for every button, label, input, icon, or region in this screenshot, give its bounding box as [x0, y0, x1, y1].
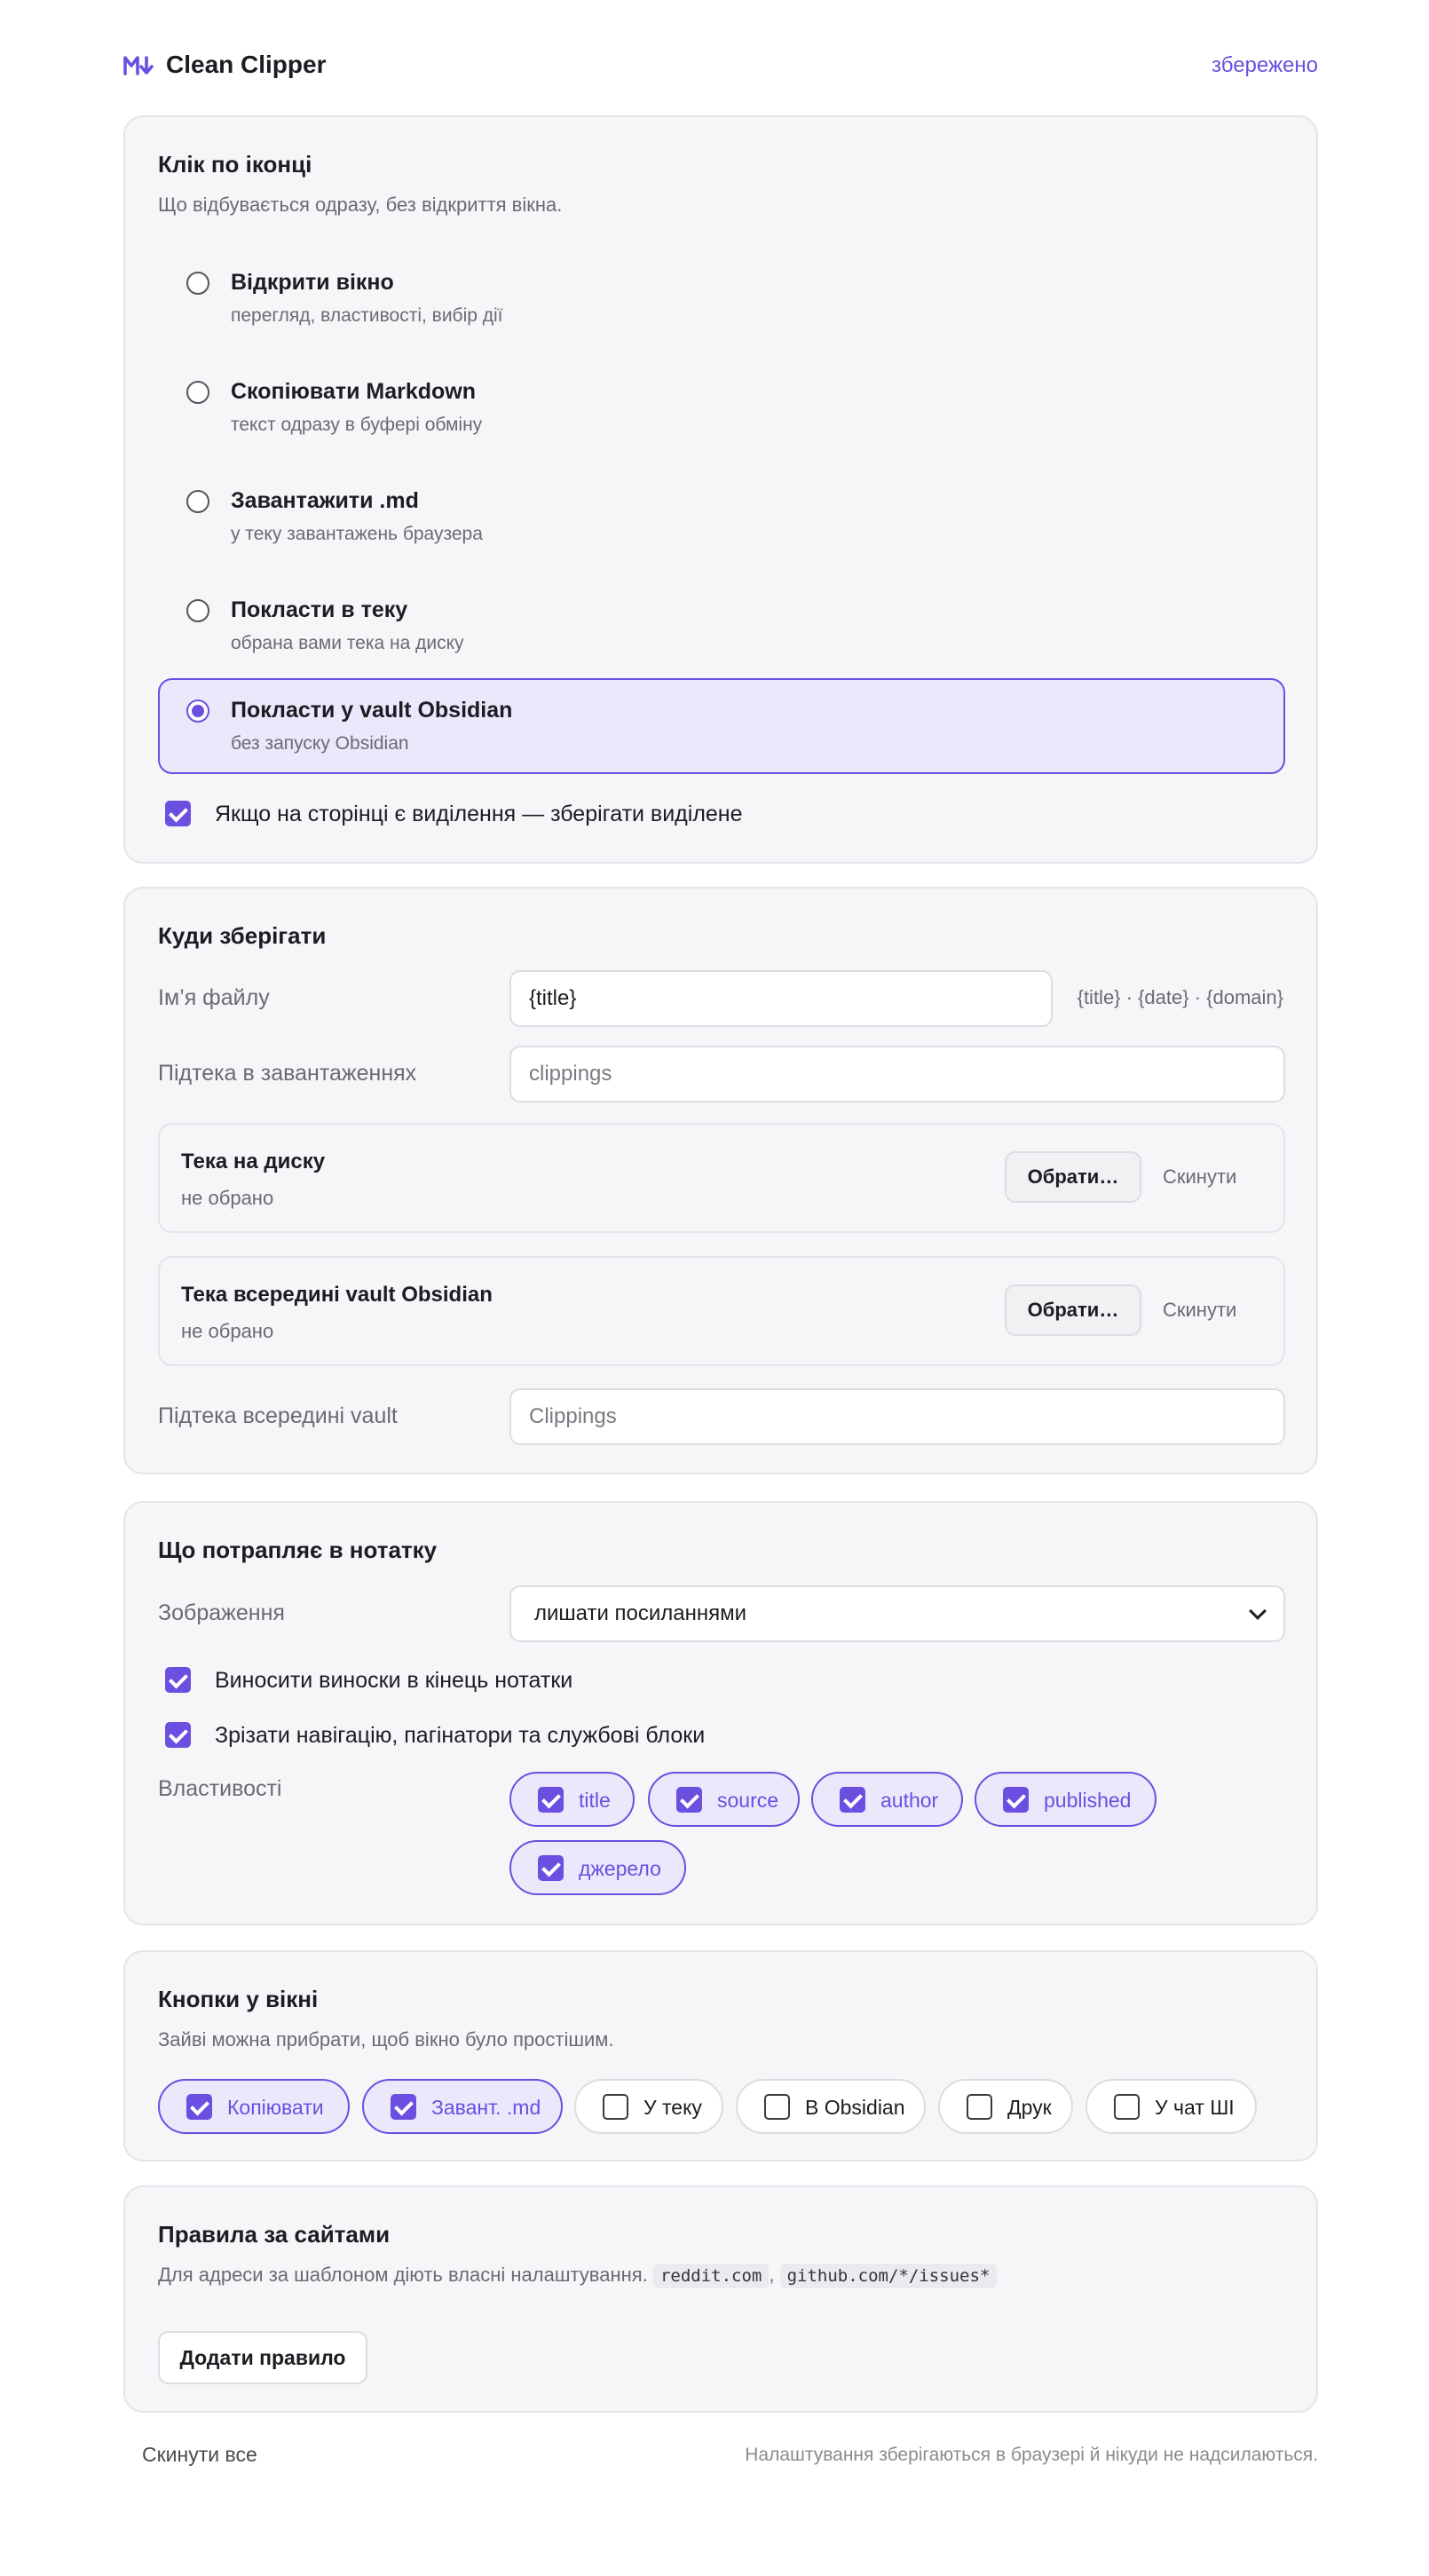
- property-chip-author[interactable]: [811, 1772, 963, 1827]
- card-subtitle: Зайві можна прибрати, щоб вікно було простішим.: [158, 2028, 614, 2051]
- filename-input[interactable]: {title}: [509, 970, 1053, 1027]
- card-title: Правила за сайтами: [158, 2221, 391, 2248]
- card-title: Кнопки у вікні: [158, 1986, 319, 2012]
- checkbox-checked[interactable]: [165, 801, 191, 826]
- option-label: Скопіювати Markdown: [231, 379, 477, 404]
- option-label: Відкрити вікно: [231, 270, 394, 295]
- vault-folder-value: не обрано: [181, 1320, 274, 1342]
- checkbox-unchecked[interactable]: [1114, 2094, 1140, 2120]
- radio-button[interactable]: [186, 490, 209, 513]
- button-chip-download-md[interactable]: [362, 2079, 563, 2134]
- checkbox-unchecked[interactable]: [967, 2094, 992, 2120]
- footer-note: Налаштування зберігаються в браузері й нікуди не надсилаються.: [745, 2445, 1318, 2465]
- chip-label: title: [579, 1789, 611, 1812]
- radio-button-selected[interactable]: [186, 699, 209, 723]
- reset-vault-folder-button[interactable]: Скинути: [1163, 1299, 1237, 1321]
- chip-label: Копіювати: [227, 2096, 324, 2119]
- checkbox-checked[interactable]: [391, 2094, 416, 2120]
- chip-label: джерело: [579, 1857, 661, 1880]
- checkbox-checked[interactable]: [1003, 1787, 1029, 1813]
- images-label: Зображення: [158, 1600, 285, 1625]
- chevron-down-icon: [1249, 1602, 1267, 1620]
- option-copy-markdown[interactable]: [158, 356, 1285, 452]
- checkbox-unchecked[interactable]: [764, 2094, 790, 2120]
- vault-folder-title: Тека всередині vault Obsidian: [181, 1283, 493, 1307]
- vault-subfolder-label: Підтека всередині vault: [158, 1403, 398, 1428]
- example-separator: ,: [769, 2264, 775, 2286]
- checkbox-label: Виносити виноски в кінець нотатки: [215, 1668, 573, 1693]
- chip-label: source: [717, 1789, 779, 1812]
- card-title: Що потрапляє в нотатку: [158, 1537, 438, 1563]
- disk-folder-box: [158, 1123, 1285, 1233]
- example-pattern-code: reddit.com: [653, 2264, 769, 2288]
- option-label: Покласти в теку: [231, 597, 408, 622]
- chip-label: published: [1044, 1789, 1132, 1812]
- click-action-card: [123, 115, 1318, 864]
- choose-disk-folder-button[interactable]: Обрати…: [1005, 1151, 1141, 1203]
- card-subtitle: Що відбувається одразу, без відкриття вікна.: [158, 194, 563, 216]
- property-chip-dzherelo[interactable]: [509, 1840, 686, 1895]
- card-title: Куди зберігати: [158, 922, 327, 949]
- filename-hint: {title} · {date} · {domain}: [1077, 986, 1283, 1008]
- chip-label: В Obsidian: [805, 2096, 905, 2119]
- card-title: Клік по іконці: [158, 151, 312, 178]
- radio-button[interactable]: [186, 272, 209, 295]
- app-title: Clean Clipper: [166, 51, 327, 78]
- button-chip-print[interactable]: [938, 2079, 1073, 2134]
- choose-vault-folder-button[interactable]: Обрати…: [1005, 1284, 1141, 1336]
- radio-button[interactable]: [186, 381, 209, 404]
- property-chip-title[interactable]: [509, 1772, 635, 1827]
- property-chip-source[interactable]: [648, 1772, 800, 1827]
- markdown-logo-icon: [123, 55, 154, 76]
- option-save-to-folder[interactable]: [158, 574, 1285, 670]
- disk-folder-value: не обрано: [181, 1187, 274, 1209]
- window-buttons-card: [123, 1950, 1318, 2161]
- radio-button[interactable]: [186, 599, 209, 622]
- checkbox-checked[interactable]: [186, 2094, 212, 2120]
- button-chip-to-folder[interactable]: [574, 2079, 723, 2134]
- reset-disk-folder-button[interactable]: Скинути: [1163, 1166, 1237, 1188]
- save-location-card: [123, 887, 1318, 1474]
- button-chip-to-obsidian[interactable]: [736, 2079, 926, 2134]
- checkbox-checked[interactable]: [165, 1722, 191, 1748]
- chip-label: У чат ШІ: [1155, 2096, 1235, 2119]
- reset-all-button[interactable]: Скинути все: [142, 2443, 257, 2466]
- checkbox-label: Якщо на сторінці є виділення — зберігати виділене: [215, 802, 743, 826]
- option-description: у теку завантажень браузера: [231, 524, 483, 544]
- chip-label: У теку: [643, 2096, 702, 2119]
- disk-folder-title: Тека на диску: [181, 1150, 326, 1173]
- option-label: Завантажити .md: [231, 488, 419, 513]
- example-pattern-code: github.com/*/issues*: [780, 2264, 998, 2288]
- chip-label: Друк: [1007, 2096, 1052, 2119]
- header: [123, 44, 1318, 89]
- checkbox-unchecked[interactable]: [603, 2094, 628, 2120]
- images-select-value: лишати посиланнями: [534, 1601, 747, 1625]
- option-save-to-obsidian-vault[interactable]: [158, 678, 1285, 774]
- checkbox-checked[interactable]: [165, 1667, 191, 1693]
- checkbox-checked[interactable]: [538, 1787, 564, 1813]
- saved-status: збережено: [1212, 53, 1318, 77]
- button-chip-ai-chat[interactable]: [1086, 2079, 1257, 2134]
- checkbox-checked[interactable]: [676, 1787, 702, 1813]
- card-subtitle: [158, 2264, 997, 2287]
- vault-folder-box: [158, 1256, 1285, 1366]
- vault-subfolder-input[interactable]: Clippings: [509, 1388, 1285, 1445]
- button-chip-copy[interactable]: [158, 2079, 350, 2134]
- option-description: без запуску Obsidian: [231, 733, 409, 754]
- option-description: обрана вами тека на диску: [231, 633, 464, 653]
- option-label: Покласти у vault Obsidian: [231, 698, 513, 723]
- chip-label: author: [880, 1789, 939, 1812]
- download-subfolder-input[interactable]: clippings: [509, 1046, 1285, 1102]
- note-content-card: [123, 1501, 1318, 1925]
- site-rules-card: [123, 2185, 1318, 2413]
- images-select[interactable]: [509, 1585, 1285, 1642]
- add-rule-button[interactable]: Додати правило: [158, 2331, 367, 2384]
- property-chip-published[interactable]: [975, 1772, 1157, 1827]
- option-download-md[interactable]: [158, 465, 1285, 561]
- option-description: перегляд, властивості, вибір дії: [231, 305, 503, 326]
- chip-label: Завант. .md: [431, 2096, 541, 2119]
- checkbox-checked[interactable]: [538, 1855, 564, 1881]
- download-subfolder-label: Підтека в завантаженнях: [158, 1061, 417, 1086]
- option-open-window[interactable]: [158, 247, 1285, 343]
- checkbox-label: Зрізати навігацію, пагінатори та службові блоки: [215, 1723, 706, 1748]
- filename-label: Ім’я файлу: [158, 985, 270, 1010]
- properties-label: Властивості: [158, 1776, 282, 1801]
- site-rules-description: Для адреси за шаблоном діють власні налаштування.: [158, 2264, 648, 2286]
- option-description: текст одразу в буфері обміну: [231, 415, 483, 435]
- checkbox-checked[interactable]: [840, 1787, 865, 1813]
